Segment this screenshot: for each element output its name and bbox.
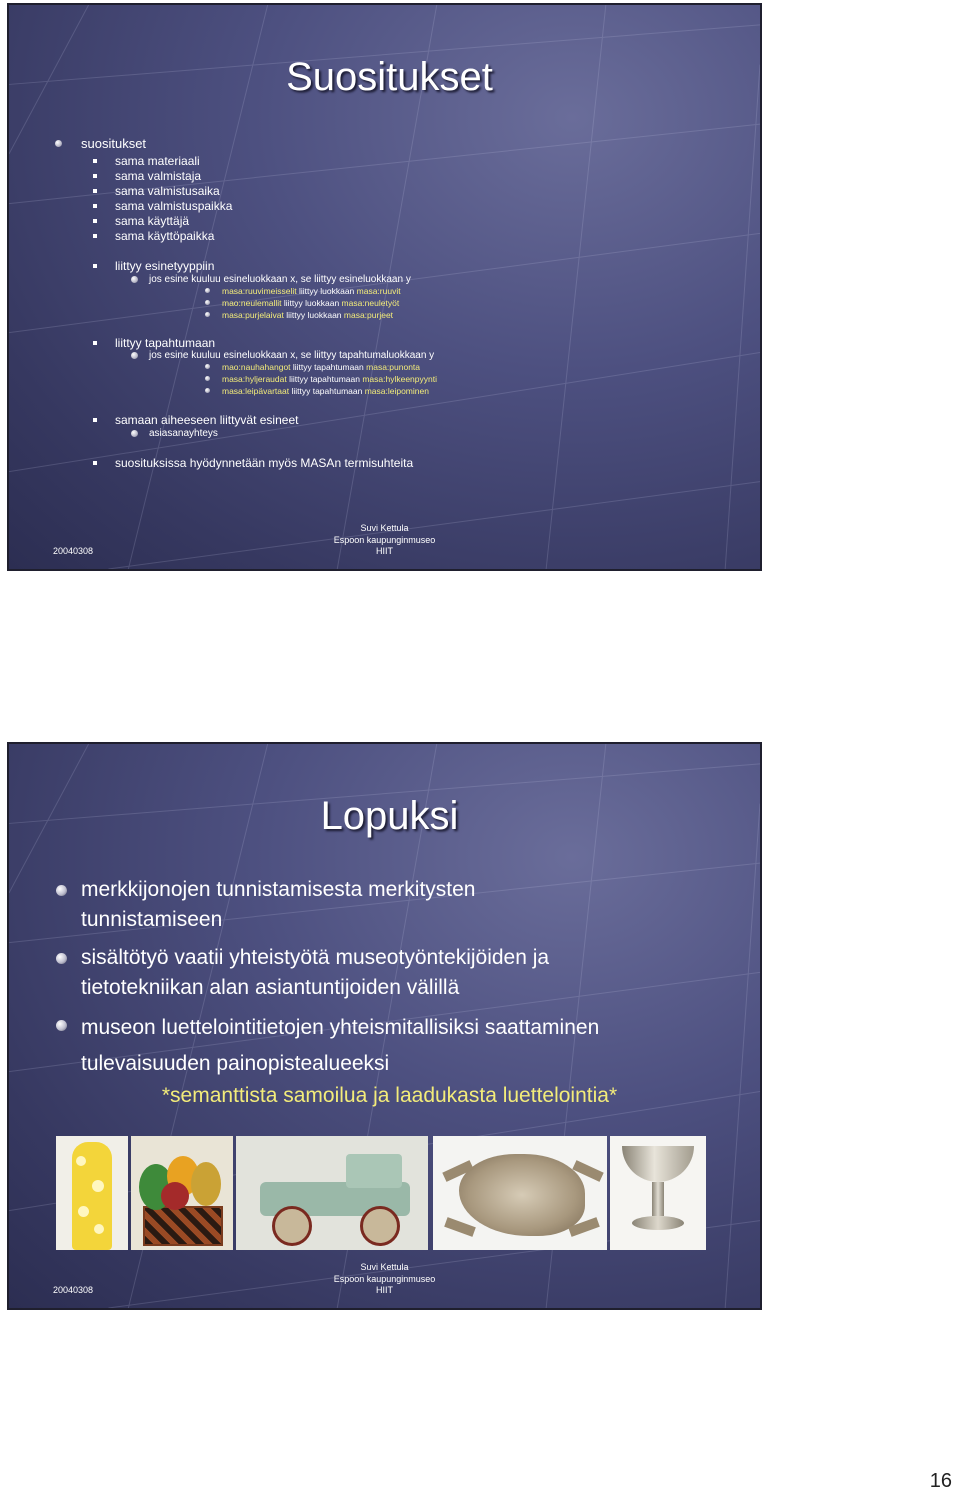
list-item: sama materiaali: [115, 154, 200, 168]
photo-fruit-basket-sign: [131, 1136, 233, 1250]
relation-text: liittyy tapahtumaan: [290, 362, 367, 372]
footer-organization: Espoon kaupunginmuseo: [333, 534, 436, 545]
target-concept: masa:purjeet: [343, 310, 394, 320]
bullet-icon: [56, 1020, 67, 1031]
list-item: liittyy tapahtumaan: [115, 336, 216, 350]
bullet-icon: [131, 430, 138, 437]
sub-list-item: jos esine kuuluu esineluokkaan x, se liittyy esineluokkaan y: [149, 274, 411, 285]
relation-text: liittyy luokkaan: [283, 310, 344, 320]
relation-example: [222, 310, 393, 320]
list-item: sama käyttöpaikka: [115, 229, 215, 243]
relation-text: liittyy luokkaan: [296, 286, 357, 296]
relation-example: [222, 298, 399, 308]
list-item: sama valmistusaika: [115, 184, 220, 198]
list-item: liittyy esinetyyppiin: [115, 259, 215, 273]
section-heading: suositukset: [81, 136, 147, 151]
closing-point-2-line-1: sisältötyö vaatii yhteistyötä museotyöntekijöiden ja: [81, 946, 550, 969]
bullet-icon: [55, 140, 62, 147]
bullet-icon: [93, 204, 97, 208]
slide-title: Lopuksi: [320, 794, 459, 838]
list-item: samaan aiheeseen liittyvät esineet: [115, 413, 299, 427]
bullet-icon: [93, 159, 97, 163]
closing-point-2-line-2: tietotekniikan alan asiantuntijoiden välillä: [81, 976, 460, 999]
relation-text: liittyy luokkaan: [281, 298, 342, 308]
relation-example: [222, 286, 401, 296]
footer-author: Suvi Kettula: [360, 1262, 409, 1272]
closing-point-1-line-1: merkkijonojen tunnistamisesta merkitysten: [81, 878, 476, 901]
bullet-icon: [56, 953, 67, 964]
bullet-icon: [93, 264, 97, 268]
relation-text: liittyy tapahtumaan: [286, 374, 363, 384]
photo-animal-hide: [433, 1136, 607, 1250]
bullet-icon: [131, 276, 138, 283]
bullet-icon: [93, 418, 97, 422]
bullet-icon: [93, 234, 97, 238]
closing-point-1: [81, 875, 476, 935]
slide-lopuksi: [7, 742, 762, 1310]
target-concept: masa:punonta: [366, 362, 421, 372]
sub-list-item: jos esine kuuluu esineluokkaan x, se liittyy tapahtumaluokkaan y: [149, 350, 435, 361]
footer-institution: HIIT: [376, 546, 393, 556]
photo-patterned-dress: [56, 1136, 128, 1250]
slide-title: Suositukset: [286, 55, 493, 99]
target-concept: masa:neuletyöt: [341, 298, 400, 308]
slide-date: 20040308: [53, 546, 94, 556]
source-concept: mao:nauhahangot: [222, 362, 291, 372]
footer-institution: HIIT: [376, 1285, 393, 1295]
list-item: sama valmistuspaikka: [115, 199, 233, 213]
closing-point-2: [81, 943, 549, 1003]
bullet-icon: [93, 219, 97, 223]
list-item: suosituksissa hyödynnetään myös MASAn termisuhteita: [115, 456, 414, 470]
bullet-icon: [93, 189, 97, 193]
target-concept: masa:ruuvit: [356, 286, 401, 296]
source-concept: mao:neulemallit: [222, 298, 282, 308]
slide-footer-credits: [9, 1262, 760, 1297]
footer-organization: Espoon kaupunginmuseo: [333, 1273, 436, 1284]
photo-silver-goblet: [610, 1136, 706, 1250]
photo-toy-car: [236, 1136, 428, 1250]
closing-point-3: [81, 1010, 599, 1082]
relation-text: liittyy tapahtumaan: [289, 386, 365, 396]
source-concept: masa:purjelaivat: [222, 310, 284, 320]
closing-point-3-line-2: tulevaisuuden painopistealueeksi: [81, 1052, 390, 1075]
slide-footer-credits: [9, 523, 760, 558]
sub-list-item: asiasanayhteys: [149, 428, 218, 439]
target-concept: masa:leipominen: [364, 386, 429, 396]
slide-suositukset: [7, 3, 762, 571]
bullet-icon: [56, 885, 67, 896]
bullet-icon: [93, 461, 97, 465]
relation-example: [222, 362, 420, 372]
relation-example: [222, 374, 437, 384]
target-concept: masa:hylkeenpyynti: [362, 374, 437, 384]
source-concept: masa:leipävartaat: [222, 386, 290, 396]
closing-point-3-line-1: museon luettelointitietojen yhteismitallisiksi saattaminen: [81, 1016, 600, 1039]
relation-example: [222, 386, 429, 396]
list-item: sama valmistaja: [115, 169, 202, 183]
source-concept: masa:ruuvimeisselit: [222, 286, 297, 296]
bullet-icon: [93, 174, 97, 178]
bullet-icon: [131, 352, 138, 359]
bullet-icon: [93, 341, 97, 345]
slide-date: 20040308: [53, 1285, 94, 1295]
closing-point-1-line-2: tunnistamiseen: [81, 908, 223, 931]
footer-author: Suvi Kettula: [360, 523, 409, 533]
source-concept: masa:hyljeraudat: [222, 374, 287, 384]
closing-quote: *semanttista samoilua ja laadukasta luettelointia*: [161, 1084, 618, 1107]
list-item: sama käyttäjä: [115, 214, 190, 228]
page-number: 16: [929, 1470, 952, 1492]
